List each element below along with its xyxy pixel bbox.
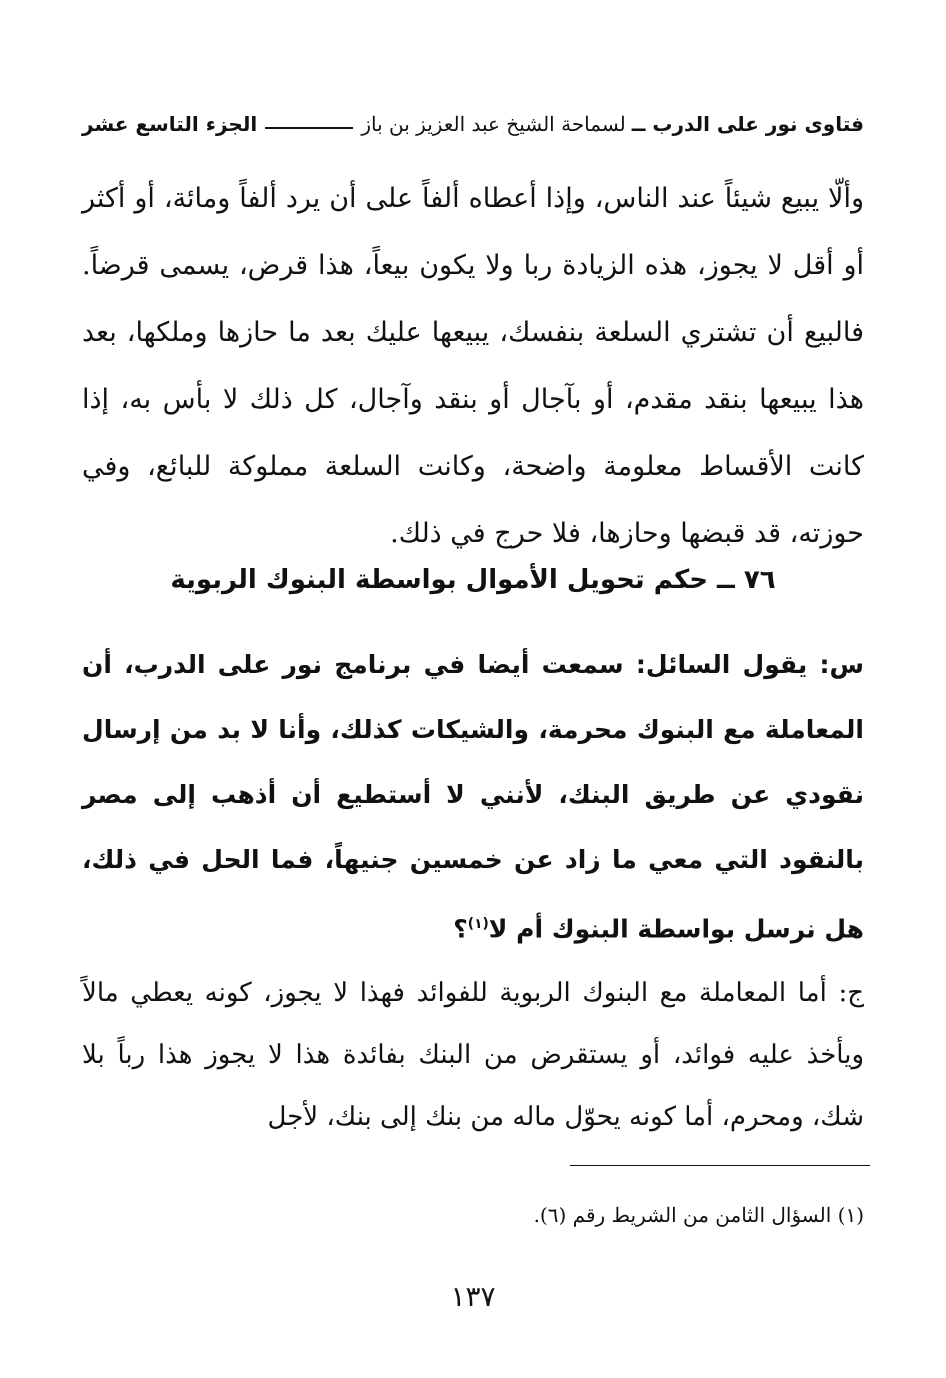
- section-heading: ٧٦ ــ حكم تحويل الأموال بواسطة البنوك الربوية: [170, 565, 776, 595]
- header-rule: [265, 127, 353, 129]
- footnote: (١) السؤال الثامن من الشريط رقم (٦).: [533, 1203, 864, 1227]
- question-prefix: س:: [819, 650, 864, 679]
- footnote-separator: [570, 1165, 870, 1166]
- running-header: [82, 106, 864, 142]
- page-number: ١٣٧: [450, 1280, 496, 1313]
- footnote-reference: (١): [467, 916, 489, 932]
- question-end-mark: ؟: [453, 914, 468, 944]
- question-text: يقول السائل: سمعت أيضا في برنامج نور على الدرب، أن المعاملة مع البنوك محرمة، والشيكات كذلك، وأنا لا بد من إرسال نقودي عن طريق البنك، لأنني لا أستطيع أن أذهب إلى مصر بالنقود التي معي ما زاد عن خمسين جنيهاً، فما الحل في ذلك، هل نرسل بواسطة البنوك أم لا: [82, 650, 864, 944]
- author-name: لسماحة الشيخ عبد العزيز بن باز: [361, 112, 626, 136]
- volume-part: الجزء التاسع عشر: [82, 112, 258, 136]
- answer-paragraph: ج: أما المعاملة مع البنوك الربوية للفوائد فهذا لا يجوز، كونه يعطي مالاً ويأخذ عليه فوائد، أو يستقرض من البنك بفائدة هذا لا يجوز هذا رباً بلا شك، ومحرم، أما كونه يحوّل ماله من بنك إلى بنك، لأجل: [82, 978, 864, 1132]
- question-block: [82, 632, 864, 961]
- body-paragraph: وألّا يبيع شيئاً عند الناس، وإذا أعطاه ألفاً على أن يرد ألفاً ومائة، أو أكثر أو أقل لا يجوز، هذه الزيادة ربا ولا يكون بيعاً، هذا قرض، يسمى قرضاً. فالبيع أن تشتري السلعة بنفسك، يبيعها عليك بعد ما حازها وملكها، بعد هذا يبيعها بنقد مقدم، أو بآجال أو بنقد وآجال، كل ذلك لا بأس به، إذا كانت الأقساط معلومة واضحة، وكانت السلعة مملوكة للبائع، وفي حوزته، قد قبضها وحازها، فلا حرج في ذلك.: [82, 183, 864, 549]
- book-title: فتاوى نور على الدرب ــ: [631, 112, 864, 136]
